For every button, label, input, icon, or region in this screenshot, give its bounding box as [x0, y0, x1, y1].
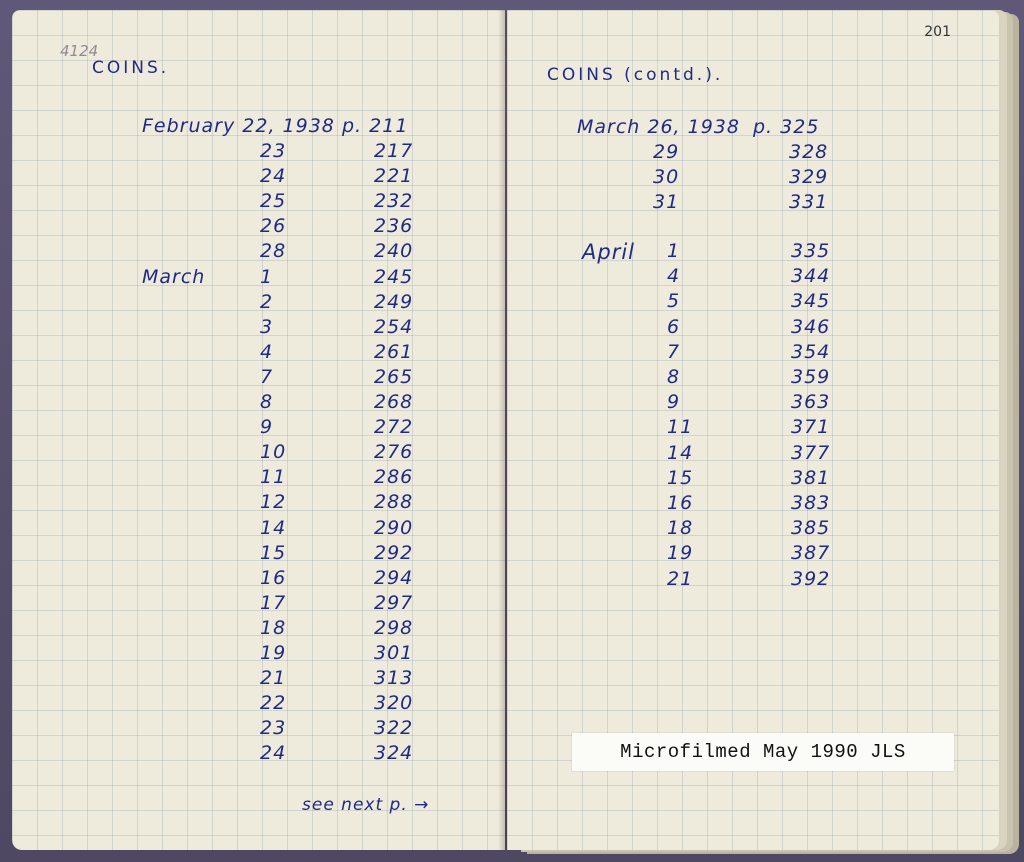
entry-page: 385 — [791, 517, 831, 539]
entry-day: 15 — [667, 467, 694, 489]
entry-page: 232 — [374, 190, 414, 212]
entry-page: 221 — [374, 165, 414, 187]
entry-page: 377 — [791, 442, 831, 464]
entry-page: 292 — [374, 542, 414, 564]
entry-day: 9 — [667, 391, 681, 413]
entry-day: 15 — [260, 542, 287, 564]
entry-page: 328 — [789, 141, 829, 163]
entry-page: 268 — [374, 391, 414, 413]
entry-day: 19 — [667, 542, 694, 564]
entry-page: 240 — [374, 240, 414, 262]
entry-page: 324 — [374, 742, 414, 764]
entry-page: 392 — [791, 568, 831, 590]
entry-page: 290 — [374, 517, 414, 539]
entry-page: 345 — [791, 290, 831, 312]
entry-day: 23 — [260, 140, 287, 162]
entry-page: 261 — [374, 341, 414, 363]
entry-page: 371 — [791, 416, 831, 438]
entry-page: 359 — [791, 366, 831, 388]
entry-day: 6 — [667, 316, 681, 338]
entry-day: 9 — [260, 416, 274, 438]
entry-page: 298 — [374, 617, 414, 639]
right-first-entry-page: p. 325 — [753, 116, 820, 138]
entry-page: 288 — [374, 491, 414, 513]
entry-day: 21 — [667, 568, 694, 590]
right-page — [507, 10, 999, 850]
entry-page: 249 — [374, 291, 414, 313]
entry-day: 8 — [260, 391, 274, 413]
entry-page: 387 — [791, 542, 831, 564]
entry-day: 21 — [260, 667, 287, 689]
entry-day: 1 — [260, 266, 274, 288]
entry-day: 24 — [260, 742, 287, 764]
entry-page: 265 — [374, 366, 414, 388]
entry-day: 1 — [667, 240, 681, 262]
entry-page: 381 — [791, 467, 831, 489]
entry-day: 11 — [667, 416, 694, 438]
entry-page: 344 — [791, 265, 831, 287]
microfilm-stamp — [572, 733, 954, 771]
left-page — [12, 10, 505, 850]
entry-day: 24 — [260, 165, 287, 187]
entry-page: 294 — [374, 567, 414, 589]
entry-page: 236 — [374, 215, 414, 237]
april-label: April — [582, 240, 635, 264]
entry-day: 29 — [653, 141, 680, 163]
entry-day: 2 — [260, 291, 274, 313]
entry-day: 11 — [260, 466, 287, 488]
entry-day: 14 — [260, 517, 287, 539]
entry-page: 346 — [791, 316, 831, 338]
entry-page: 363 — [791, 391, 831, 413]
entry-page: 383 — [791, 492, 831, 514]
entry-day: 25 — [260, 190, 287, 212]
entry-day: 22 — [260, 692, 287, 714]
entry-day: 31 — [653, 191, 680, 213]
entry-page: 276 — [374, 441, 414, 463]
entry-day: 18 — [260, 617, 287, 639]
entry-day: 17 — [260, 592, 287, 614]
entry-page: 313 — [374, 667, 414, 689]
entry-day: 16 — [667, 492, 694, 514]
left-heading: COINS. — [92, 58, 170, 78]
entry-page: 354 — [791, 341, 831, 363]
entry-day: 3 — [260, 316, 274, 338]
entry-day: 18 — [667, 517, 694, 539]
entry-day: 7 — [260, 366, 274, 388]
entry-day: 4 — [260, 341, 274, 363]
entry-day: 14 — [667, 442, 694, 464]
entry-page: 320 — [374, 692, 414, 714]
entry-day: 23 — [260, 717, 287, 739]
entry-page: 301 — [374, 642, 414, 664]
left-first-entry-page: p. 211 — [342, 115, 409, 137]
pencil-note: 4124 — [60, 42, 99, 60]
entry-day: 26 — [260, 215, 287, 237]
entry-page: 322 — [374, 717, 414, 739]
entry-day: 10 — [260, 441, 287, 463]
entry-page: 329 — [789, 166, 829, 188]
entry-day: 12 — [260, 491, 287, 513]
entry-page: 297 — [374, 592, 414, 614]
month-label: March — [142, 266, 206, 288]
entry-page: 245 — [374, 266, 414, 288]
entry-page: 331 — [789, 191, 829, 213]
entry-page: 335 — [791, 240, 831, 262]
entry-page: 272 — [374, 416, 414, 438]
page-number: 201 — [924, 24, 951, 40]
microfilm-stamp-text: Microfilmed May 1990 JLS — [620, 741, 906, 763]
entry-day: 28 — [260, 240, 287, 262]
entry-day: 19 — [260, 642, 287, 664]
entry-page: 286 — [374, 466, 414, 488]
entry-page: 254 — [374, 316, 414, 338]
right-first-entry-label: March 26, 1938 — [577, 116, 740, 138]
entry-day: 30 — [653, 166, 680, 188]
entry-page: 217 — [374, 140, 414, 162]
entry-day: 16 — [260, 567, 287, 589]
entry-day: 5 — [667, 290, 681, 312]
entry-day: 8 — [667, 366, 681, 388]
entry-day: 7 — [667, 341, 681, 363]
see-next-page-note: see next p. → — [302, 795, 430, 815]
entry-day: 4 — [667, 265, 681, 287]
right-heading: COINS (contd.). — [547, 65, 724, 85]
left-first-entry-label: February 22, 1938 — [142, 115, 335, 137]
